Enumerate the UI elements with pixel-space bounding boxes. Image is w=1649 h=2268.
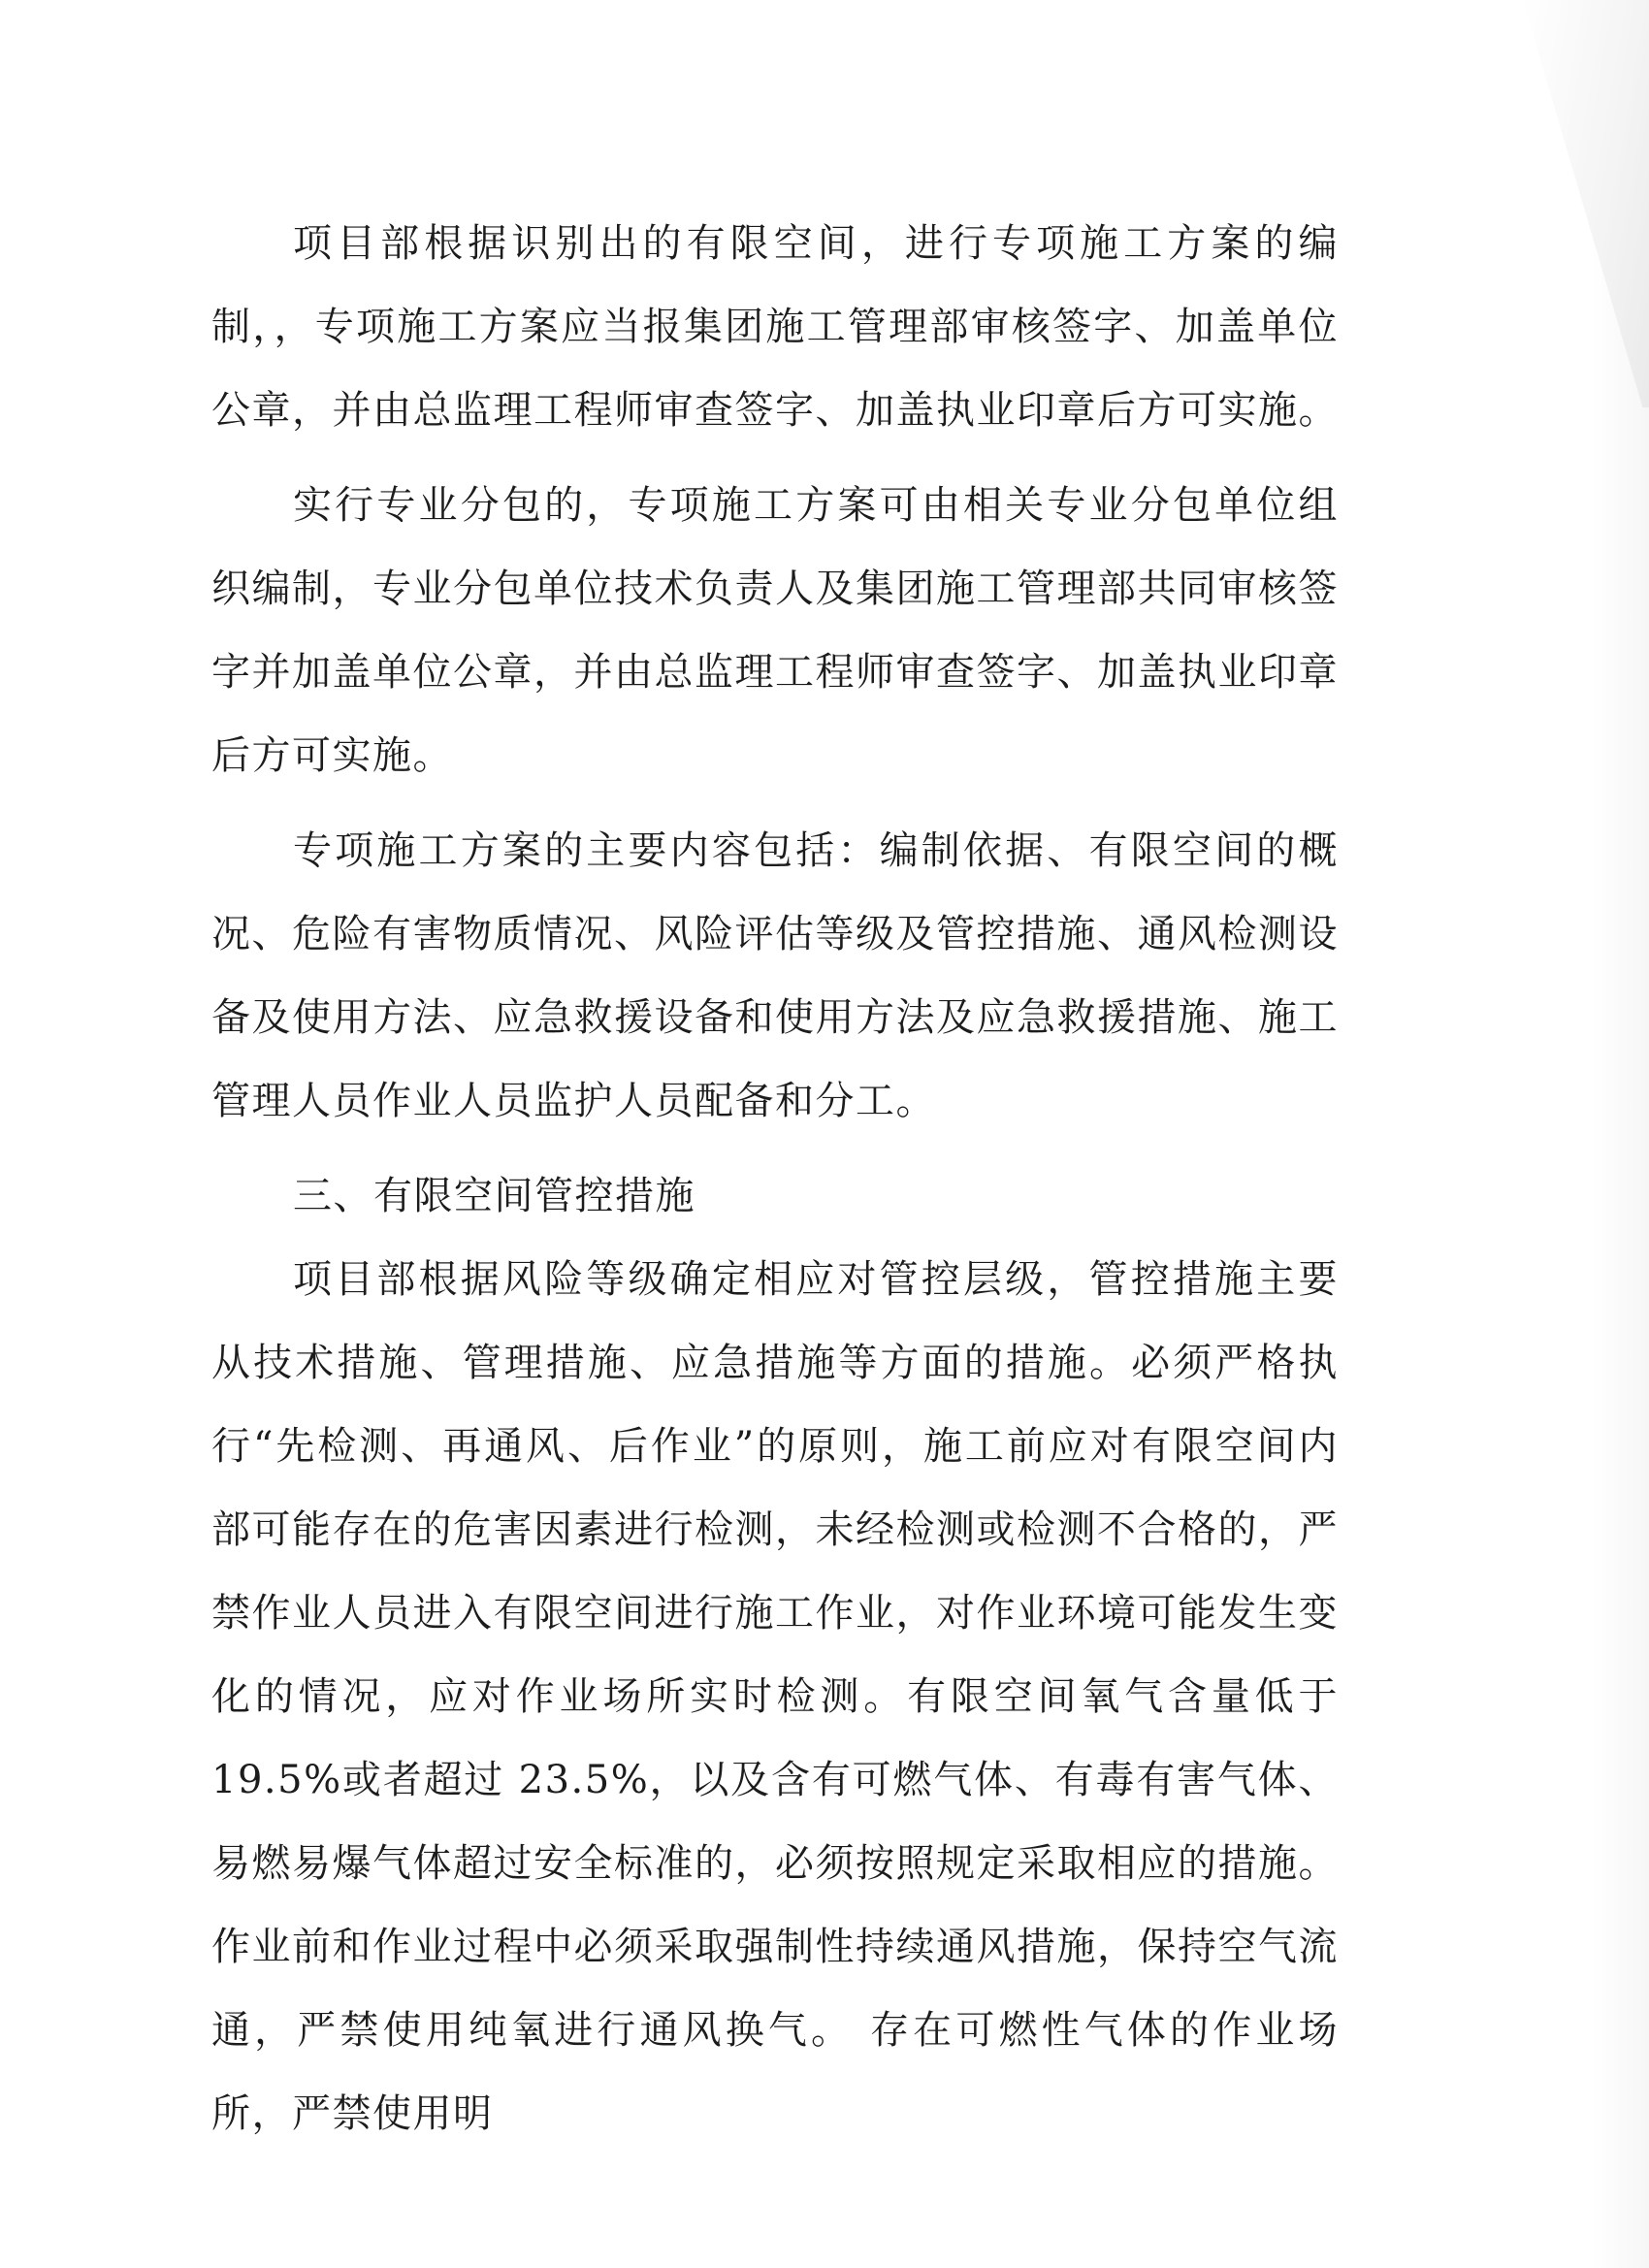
paragraph-scheme-contents: 专项施工方案的主要内容包括：编制依据、有限空间的概况、危险有害物质情况、风险评估等级及管控措施、通风检测设备及使用方法、应急救援设备和使用方法及应急救援措施、施工管理人员作业人员监护人员配备和分工。	[211, 828, 1339, 1123]
paragraph-control-measures: 项目部根据风险等级确定相应对管控层级，管控措施主要从技术措施、管理措施、应急措施等方面的措施。必须严格执行“先检测、再通风、后作业”的原则，施工前应对有限空间内部可能存在的危害因素进行检测，未经检测或检测不合格的，严禁作业人员进入有限空间进行施工作业，对作业环境可能发生变化的情况，应对作业场所实时检测。有限空间氧气含量低于 19.5%或者超过 23.5%，以及含有可燃气体、有毒有害气体、易燃易爆气体超过安全标准的，必须按照规定采取相应的措施。作业前和作业过程中必须采取强制性持续通风措施，保持空气流通，严禁使用纯氧进行通风换气。 存在可燃性气体的作业场所，严禁使用明	[211, 1257, 1339, 2136]
folded-corner	[1523, 0, 1649, 407]
document-body	[211, 202, 1339, 2155]
paragraph-subcontracting: 实行专业分包的，专项施工方案可由相关专业分包单位组织编制，专业分包单位技术负责人及集团施工管理部共同审核签字并加盖单位公章，并由总监理工程师审查签字、加盖执业印章后方可实施。	[211, 483, 1339, 778]
paragraph-scheme-preparation: 项目部根据识别出的有限空间，进行专项施工方案的编制，，专项施工方案应当报集团施工管理部审核签字、加盖单位公章，并由总监理工程师审查签字、加盖执业印章后方可实施。	[211, 221, 1339, 433]
section-heading: 三、有限空间管控措施	[293, 1174, 695, 1218]
